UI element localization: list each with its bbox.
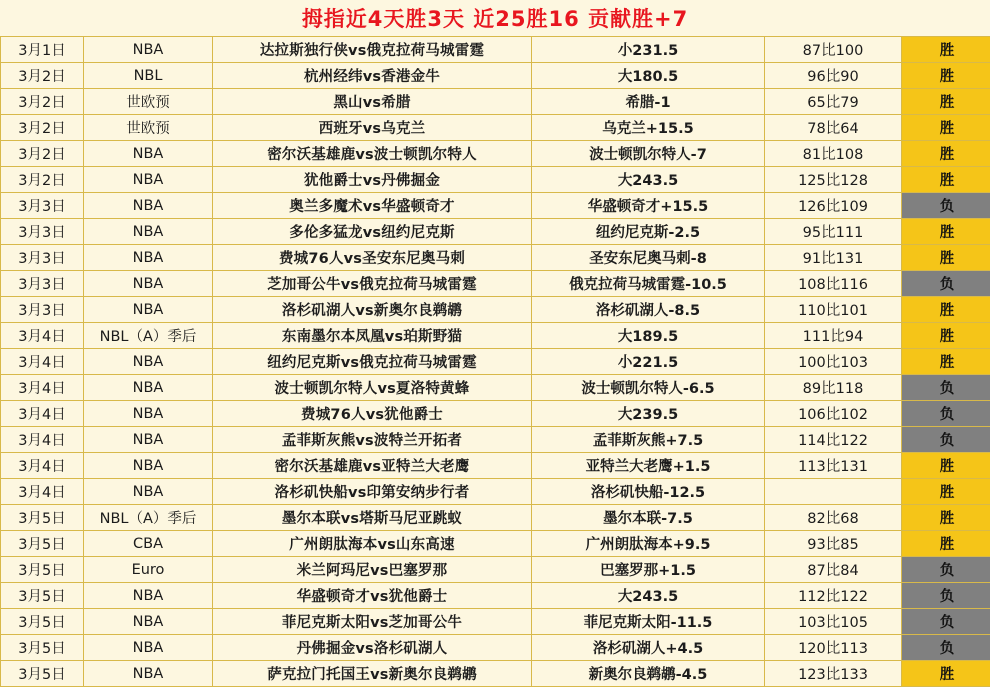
status-badge: 负 (902, 427, 990, 453)
table-row (1, 219, 990, 245)
cell-league: NBA (84, 193, 213, 219)
cell-score: 81比108 (765, 141, 902, 167)
status-badge: 负 (902, 271, 990, 297)
cell-league: NBA (84, 297, 213, 323)
table-row (1, 115, 990, 141)
cell-score: 111比94 (765, 323, 902, 349)
cell-match: 广州朗肽海本vs山东高速 (213, 531, 532, 557)
cell-pick: 洛杉矶湖人+4.5 (532, 635, 765, 661)
cell-score: 93比85 (765, 531, 902, 557)
cell-league: NBL (84, 63, 213, 89)
status-badge: 胜 (902, 167, 990, 193)
cell-league: NBA (84, 375, 213, 401)
status-badge: 胜 (902, 219, 990, 245)
status-badge: 负 (902, 375, 990, 401)
cell-pick: 广州朗肽海本+9.5 (532, 531, 765, 557)
cell-pick: 孟菲斯灰熊+7.5 (532, 427, 765, 453)
cell-match: 洛杉矶快船vs印第安纳步行者 (213, 479, 532, 505)
cell-date: 3月5日 (1, 531, 84, 557)
cell-score: 125比128 (765, 167, 902, 193)
cell-date: 3月2日 (1, 141, 84, 167)
cell-date: 3月4日 (1, 323, 84, 349)
cell-date: 3月2日 (1, 167, 84, 193)
cell-date: 3月3日 (1, 193, 84, 219)
status-badge: 胜 (902, 479, 990, 505)
cell-pick: 大180.5 (532, 63, 765, 89)
page-title: 拇指近4天胜3天 近25胜16 贡献胜+7 (302, 3, 689, 33)
status-badge: 胜 (902, 63, 990, 89)
cell-league: 世欧预 (84, 89, 213, 115)
cell-date: 3月3日 (1, 245, 84, 271)
cell-pick: 巴塞罗那+1.5 (532, 557, 765, 583)
cell-league: NBA (84, 453, 213, 479)
cell-league: NBA (84, 661, 213, 687)
cell-score: 123比133 (765, 661, 902, 687)
table-row (1, 193, 990, 219)
status-badge: 胜 (902, 115, 990, 141)
cell-pick: 波士顿凯尔特人-7 (532, 141, 765, 167)
cell-league: NBL（A）季后 (84, 505, 213, 531)
cell-match: 华盛顿奇才vs犹他爵士 (213, 583, 532, 609)
cell-date: 3月4日 (1, 349, 84, 375)
cell-date: 3月3日 (1, 297, 84, 323)
cell-score: 87比100 (765, 37, 902, 63)
cell-league: NBA (84, 635, 213, 661)
cell-date: 3月4日 (1, 453, 84, 479)
cell-league: CBA (84, 531, 213, 557)
table-row (1, 479, 990, 505)
status-badge: 胜 (902, 37, 990, 63)
cell-score: 100比103 (765, 349, 902, 375)
status-badge: 胜 (902, 531, 990, 557)
table-body (1, 37, 990, 687)
table-row (1, 505, 990, 531)
cell-pick: 纽约尼克斯-2.5 (532, 219, 765, 245)
status-badge: 负 (902, 583, 990, 609)
status-badge: 胜 (902, 349, 990, 375)
cell-match: 米兰阿玛尼vs巴塞罗那 (213, 557, 532, 583)
sheet-title-bar (0, 0, 990, 36)
cell-match: 密尔沃基雄鹿vs波士顿凯尔特人 (213, 141, 532, 167)
cell-score: 120比113 (765, 635, 902, 661)
cell-date: 3月5日 (1, 557, 84, 583)
cell-pick: 圣安东尼奥马刺-8 (532, 245, 765, 271)
table-row (1, 89, 990, 115)
cell-date: 3月5日 (1, 635, 84, 661)
cell-pick: 洛杉矶湖人-8.5 (532, 297, 765, 323)
cell-match: 杭州经纬vs香港金牛 (213, 63, 532, 89)
cell-match: 西班牙vs乌克兰 (213, 115, 532, 141)
table-row (1, 453, 990, 479)
status-badge: 胜 (902, 453, 990, 479)
cell-match: 萨克拉门托国王vs新奥尔良鹈鹕 (213, 661, 532, 687)
cell-match: 纽约尼克斯vs俄克拉荷马城雷霆 (213, 349, 532, 375)
cell-date: 3月2日 (1, 63, 84, 89)
table-row (1, 557, 990, 583)
cell-score: 82比68 (765, 505, 902, 531)
cell-pick: 乌克兰+15.5 (532, 115, 765, 141)
cell-date: 3月5日 (1, 505, 84, 531)
cell-match: 波士顿凯尔特人vs夏洛特黄蜂 (213, 375, 532, 401)
status-badge: 负 (902, 557, 990, 583)
cell-league: NBA (84, 609, 213, 635)
cell-match: 孟菲斯灰熊vs波特兰开拓者 (213, 427, 532, 453)
cell-league: NBA (84, 141, 213, 167)
cell-score: 78比64 (765, 115, 902, 141)
status-badge: 负 (902, 609, 990, 635)
status-badge: 胜 (902, 505, 990, 531)
cell-match: 丹佛掘金vs洛杉矶湖人 (213, 635, 532, 661)
cell-score: 114比122 (765, 427, 902, 453)
cell-pick: 洛杉矶快船-12.5 (532, 479, 765, 505)
cell-score (765, 479, 902, 505)
cell-date: 3月5日 (1, 609, 84, 635)
cell-pick: 俄克拉荷马城雷霆-10.5 (532, 271, 765, 297)
table-row (1, 375, 990, 401)
cell-date: 3月2日 (1, 115, 84, 141)
table-row (1, 609, 990, 635)
cell-match: 芝加哥公牛vs俄克拉荷马城雷霆 (213, 271, 532, 297)
cell-score: 110比101 (765, 297, 902, 323)
status-badge: 胜 (902, 297, 990, 323)
cell-score: 89比118 (765, 375, 902, 401)
cell-pick: 华盛顿奇才+15.5 (532, 193, 765, 219)
cell-pick: 新奥尔良鹈鹕-4.5 (532, 661, 765, 687)
cell-match: 费城76人vs犹他爵士 (213, 401, 532, 427)
cell-match: 达拉斯独行侠vs俄克拉荷马城雷霆 (213, 37, 532, 63)
status-badge: 胜 (902, 661, 990, 687)
cell-league: NBA (84, 427, 213, 453)
status-badge: 胜 (902, 141, 990, 167)
cell-match: 洛杉矶湖人vs新奥尔良鹈鹕 (213, 297, 532, 323)
cell-league: NBA (84, 401, 213, 427)
cell-score: 96比90 (765, 63, 902, 89)
cell-date: 3月2日 (1, 89, 84, 115)
table-row (1, 635, 990, 661)
cell-league: NBA (84, 479, 213, 505)
table-row (1, 37, 990, 63)
cell-match: 东南墨尔本凤凰vs珀斯野猫 (213, 323, 532, 349)
cell-score: 87比84 (765, 557, 902, 583)
table-row (1, 141, 990, 167)
predictions-table (0, 36, 990, 687)
cell-pick: 大239.5 (532, 401, 765, 427)
table-row (1, 661, 990, 687)
cell-pick: 大243.5 (532, 583, 765, 609)
table-row (1, 271, 990, 297)
status-badge: 负 (902, 635, 990, 661)
cell-pick: 亚特兰大老鹰+1.5 (532, 453, 765, 479)
table-row (1, 245, 990, 271)
status-badge: 胜 (902, 245, 990, 271)
status-badge: 胜 (902, 89, 990, 115)
table-row (1, 63, 990, 89)
cell-date: 3月4日 (1, 479, 84, 505)
table-row (1, 323, 990, 349)
table-row (1, 167, 990, 193)
cell-score: 113比131 (765, 453, 902, 479)
cell-league: Euro (84, 557, 213, 583)
cell-match: 奥兰多魔术vs华盛顿奇才 (213, 193, 532, 219)
cell-score: 108比116 (765, 271, 902, 297)
cell-pick: 小231.5 (532, 37, 765, 63)
cell-league: NBA (84, 37, 213, 63)
cell-score: 103比105 (765, 609, 902, 635)
table-row (1, 349, 990, 375)
cell-match: 密尔沃基雄鹿vs亚特兰大老鹰 (213, 453, 532, 479)
cell-pick: 希腊-1 (532, 89, 765, 115)
status-badge: 负 (902, 193, 990, 219)
cell-score: 106比102 (765, 401, 902, 427)
cell-match: 菲尼克斯太阳vs芝加哥公牛 (213, 609, 532, 635)
cell-league: NBL（A）季后 (84, 323, 213, 349)
cell-date: 3月3日 (1, 271, 84, 297)
cell-pick: 小221.5 (532, 349, 765, 375)
cell-date: 3月4日 (1, 401, 84, 427)
cell-score: 95比111 (765, 219, 902, 245)
table-row (1, 427, 990, 453)
cell-date: 3月5日 (1, 661, 84, 687)
cell-league: NBA (84, 167, 213, 193)
cell-match: 犹他爵士vs丹佛掘金 (213, 167, 532, 193)
cell-pick: 大189.5 (532, 323, 765, 349)
cell-date: 3月4日 (1, 427, 84, 453)
cell-pick: 大243.5 (532, 167, 765, 193)
cell-date: 3月1日 (1, 37, 84, 63)
table-row (1, 583, 990, 609)
cell-league: NBA (84, 219, 213, 245)
cell-score: 112比122 (765, 583, 902, 609)
cell-match: 费城76人vs圣安东尼奥马刺 (213, 245, 532, 271)
cell-league: NBA (84, 245, 213, 271)
status-badge: 负 (902, 401, 990, 427)
cell-league: 世欧预 (84, 115, 213, 141)
table-row (1, 531, 990, 557)
table-row (1, 297, 990, 323)
status-badge: 胜 (902, 323, 990, 349)
cell-match: 黑山vs希腊 (213, 89, 532, 115)
cell-score: 91比131 (765, 245, 902, 271)
cell-match: 多伦多猛龙vs纽约尼克斯 (213, 219, 532, 245)
table-row (1, 401, 990, 427)
cell-pick: 波士顿凯尔特人-6.5 (532, 375, 765, 401)
cell-league: NBA (84, 583, 213, 609)
cell-match: 墨尔本联vs塔斯马尼亚跳蚁 (213, 505, 532, 531)
cell-score: 65比79 (765, 89, 902, 115)
cell-pick: 菲尼克斯太阳-11.5 (532, 609, 765, 635)
cell-date: 3月4日 (1, 375, 84, 401)
cell-date: 3月3日 (1, 219, 84, 245)
cell-league: NBA (84, 271, 213, 297)
cell-score: 126比109 (765, 193, 902, 219)
cell-league: NBA (84, 349, 213, 375)
cell-pick: 墨尔本联-7.5 (532, 505, 765, 531)
cell-date: 3月5日 (1, 583, 84, 609)
